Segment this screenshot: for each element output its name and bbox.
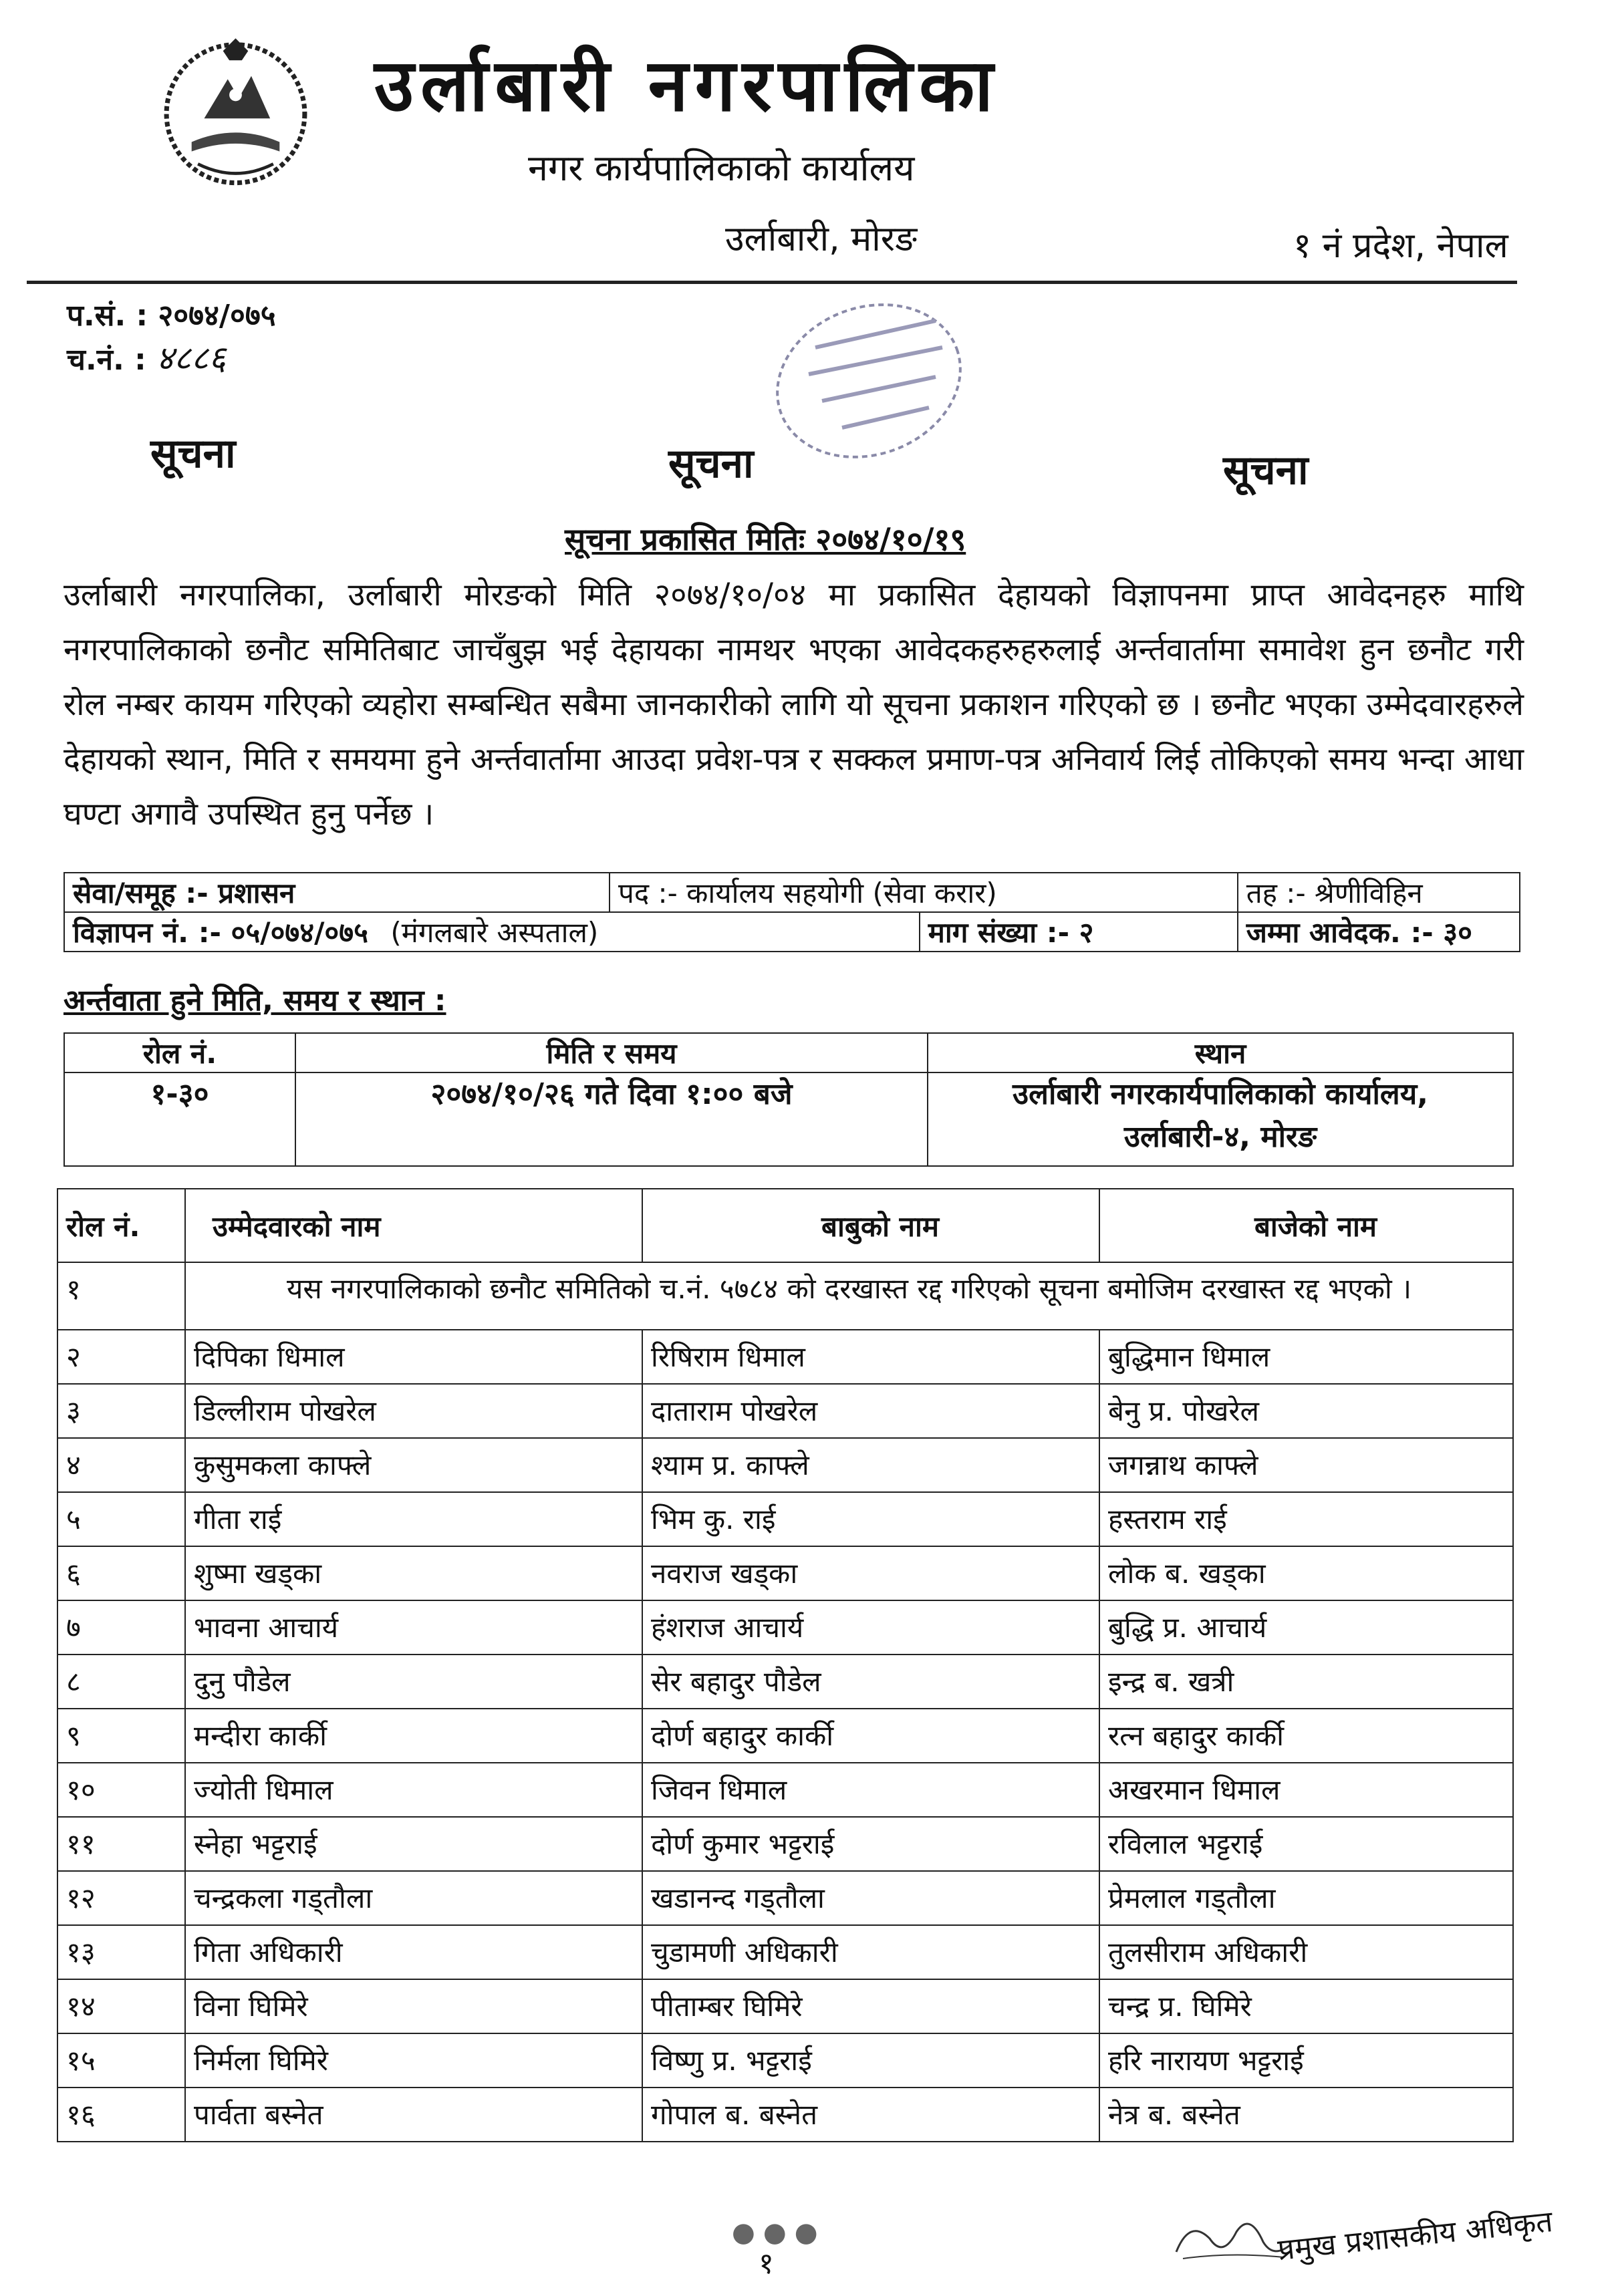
- table-row: [57, 2033, 1513, 2088]
- interview-place: उर्लाबारी नगरकार्यपालिकाको कार्यालय, उर्लाबारी-४, मोरङ: [928, 1072, 1513, 1166]
- table-row: [57, 1330, 1513, 1384]
- publication-date: सूचना प्रकासित मितिः २०७४/१०/१९: [565, 521, 966, 557]
- office-address: उर्लाबारी, मोरङ: [725, 219, 918, 259]
- table-row: [57, 1763, 1513, 1817]
- dispatch-number: ४८८६: [156, 339, 227, 378]
- roll-number: ४: [57, 1438, 185, 1492]
- father-name: जिवन धिमाल: [642, 1763, 1099, 1817]
- candidates-header-name: उम्मेदवारको नाम: [185, 1189, 642, 1262]
- candidate-name: ज्योती धिमाल: [185, 1763, 642, 1817]
- interview-table: [63, 1032, 1514, 1167]
- grandfather-name: हरि नारायण भट्टराई: [1099, 2033, 1513, 2088]
- post-level: तह :- श्रेणीविहिन: [1238, 873, 1520, 912]
- table-row: [57, 1492, 1513, 1546]
- grandfather-name: इन्द्र ब. खत्री: [1099, 1655, 1513, 1709]
- candidate-name: दिपिका धिमाल: [185, 1330, 642, 1384]
- grandfather-name: अखरमान धिमाल: [1099, 1763, 1513, 1817]
- candidate-name: शुष्मा खड्का: [185, 1546, 642, 1600]
- post-name: पद :- कार्यालय सहयोगी (सेवा करार): [610, 873, 1238, 912]
- candidate-name: निर्मला घिमिरे: [185, 2033, 642, 2088]
- table-row: [57, 1600, 1513, 1655]
- interview-section-title: अर्न्तवाता हुने मिति, समय र स्थान :: [63, 984, 446, 1018]
- table-row: [57, 1925, 1513, 1979]
- notice-heading-left: सूचना: [150, 430, 236, 477]
- father-name: श्याम प्र. काफ्ले: [642, 1438, 1099, 1492]
- grandfather-name: हस्तराम राई: [1099, 1492, 1513, 1546]
- roll-number: ११: [57, 1817, 185, 1871]
- grandfather-name: बेनु प्र. पोखरेल: [1099, 1384, 1513, 1438]
- table-row: [57, 1438, 1513, 1492]
- cancelled-note: यस नगरपालिकाको छनौट समितिको च.नं. ५७८४ को दरखास्त रद्द गरिएको सूचना बमोजिम दरखास्त रद्द भएको ।: [185, 1262, 1513, 1330]
- grandfather-name: प्रेमलाल गड्तौला: [1099, 1871, 1513, 1925]
- roll-number: १५: [57, 2033, 185, 2088]
- candidate-name: पार्वता बस्नेत: [185, 2088, 642, 2142]
- father-name: रिषिराम धिमाल: [642, 1330, 1099, 1384]
- roll-number: १०: [57, 1763, 185, 1817]
- father-name: दाताराम पोखरेल: [642, 1384, 1099, 1438]
- total-applicants: जम्मा आवेदक. :- ३०: [1238, 912, 1520, 952]
- table-row: [57, 1709, 1513, 1763]
- candidate-name: कुसुमकला काफ्ले: [185, 1438, 642, 1492]
- table-row: [57, 1384, 1513, 1438]
- grandfather-name: चन्द्र प्र. घिमिरे: [1099, 1979, 1513, 2033]
- candidate-name: विना घिमिरे: [185, 1979, 642, 2033]
- father-name: पीताम्बर घिमिरे: [642, 1979, 1099, 2033]
- table-row: [57, 1871, 1513, 1925]
- roll-number: ८: [57, 1655, 185, 1709]
- page-dots: ●●●: [732, 2217, 826, 2248]
- notice-heading-center: सूचना: [668, 440, 754, 487]
- roll-number: १२: [57, 1871, 185, 1925]
- father-name: हंशराज आचार्य: [642, 1600, 1099, 1655]
- service-group: सेवा/समूह :- प्रशासन: [64, 873, 610, 912]
- job-info-table: [63, 872, 1520, 952]
- candidates-header-grandfather: बाजेको नाम: [1099, 1189, 1513, 1262]
- grandfather-name: लोक ब. खड्का: [1099, 1546, 1513, 1600]
- municipality-emblem-logo: [157, 32, 314, 189]
- candidate-name: भावना आचार्य: [185, 1600, 642, 1655]
- candidates-header-roll: रोल नं.: [57, 1189, 185, 1262]
- interview-roll-range: १-३०: [64, 1072, 295, 1166]
- notice-body: उर्लाबारी नगरपालिका, उर्लाबारी मोरङको मिति २०७४/१०/०४ मा प्रकासित देहायको विज्ञापनमा प्राप्त आवेदनहरु माथि नगरपालिकाको छनौट समितिबाट जाचँबुझ भई देहायका नामथर भएका आवेदकहरुहरुलाई अर्न्तवार्तामा समावेश हुन छनौट गरी रोल नम्बर कायम गरिएको व्यहोरा सम्बन्धित सबैमा जानकारीको लागि यो सूचना प्रकाशन गरिएको छ । छनौट भएका उम्मेदवारहरुले देहायको स्थान, मिति र समयमा हुने अर्न्तवार्तामा आउदा प्रवेश-पत्र र सक्कल प्रमाण-पत्र अनिवार्य लिई तोकिएको समय भन्दा आधा घण्टा अगावै उपस्थित हुनु पर्नेछ ।: [63, 577, 1524, 833]
- grandfather-name: बुद्धि प्र. आचार्य: [1099, 1600, 1513, 1655]
- roll-number: १४: [57, 1979, 185, 2033]
- roll-number: ५: [57, 1492, 185, 1546]
- grandfather-name: बुद्धिमान धिमाल: [1099, 1330, 1513, 1384]
- grandfather-name: तुलसीराम अधिकारी: [1099, 1925, 1513, 1979]
- grandfather-name: जगन्नाथ काफ्ले: [1099, 1438, 1513, 1492]
- notice-heading-right: सूचना: [1223, 447, 1309, 494]
- roll-number: ६: [57, 1546, 185, 1600]
- office-subtitle: नगर कार्यपालिकाको कार्यालय: [528, 147, 915, 189]
- father-name: खडानन्द गड्तौला: [642, 1871, 1099, 1925]
- father-name: दोर्ण बहादुर कार्की: [642, 1709, 1099, 1763]
- table-row: [57, 1655, 1513, 1709]
- table-row: [57, 1546, 1513, 1600]
- table-row: [57, 1979, 1513, 2033]
- father-name: सेर बहादुर पौडेल: [642, 1655, 1099, 1709]
- roll-number: १: [57, 1262, 185, 1330]
- grandfather-name: नेत्र ब. बस्नेत: [1099, 2088, 1513, 2142]
- candidates-header-father: बाबुको नाम: [642, 1189, 1099, 1262]
- roll-number: १६: [57, 2088, 185, 2142]
- advertisement-number: विज्ञापन नं. :- ०५/०७४/०७५ (मंगलबारे अस्पताल): [64, 912, 920, 952]
- dispatch-reference: [67, 334, 226, 380]
- fiscal-year-reference: प.सं. : २०७४/०७५: [67, 299, 276, 333]
- candidate-name: दुनु पौडेल: [185, 1655, 642, 1709]
- candidate-name: गिता अधिकारी: [185, 1925, 642, 1979]
- grandfather-name: रत्न बहादुर कार्की: [1099, 1709, 1513, 1763]
- candidate-name: डिल्लीराम पोखरेल: [185, 1384, 642, 1438]
- candidate-name: स्नेहा भट्टराई: [185, 1817, 642, 1871]
- interview-header-place: स्थान: [928, 1033, 1513, 1072]
- grandfather-name: रविलाल भट्टराई: [1099, 1817, 1513, 1871]
- table-row: [57, 2088, 1513, 2142]
- candidate-name: मन्दीरा कार्की: [185, 1709, 642, 1763]
- office-stamp-icon: [762, 294, 976, 468]
- province-address: १ नं प्रदेश, नेपाल: [1293, 226, 1508, 266]
- father-name: विष्णु प्र. भट्टराई: [642, 2033, 1099, 2088]
- candidate-name: गीता राई: [185, 1492, 642, 1546]
- candidate-name: चन्द्रकला गड्तौला: [185, 1871, 642, 1925]
- father-name: चुडामणी अधिकारी: [642, 1925, 1099, 1979]
- dispatch-label: च.नं. :: [67, 343, 146, 377]
- father-name: भिम कु. राई: [642, 1492, 1099, 1546]
- roll-number: ९: [57, 1709, 185, 1763]
- demand-count: माग संख्या :- २: [920, 912, 1238, 952]
- father-name: दोर्ण कुमार भट्टराई: [642, 1817, 1099, 1871]
- page-number: १: [759, 2247, 774, 2281]
- father-name: गोपाल ब. बस्नेत: [642, 2088, 1099, 2142]
- roll-number: २: [57, 1330, 185, 1384]
- municipality-title: उर्लाबारी नगरपालिका: [374, 44, 1000, 128]
- table-row: [57, 1817, 1513, 1871]
- roll-number: ७: [57, 1600, 185, 1655]
- interview-datetime: २०७४/१०/२६ गते दिवा १:०० बजे: [295, 1072, 928, 1166]
- header-divider: [27, 281, 1517, 284]
- interview-header-datetime: मिति र समय: [295, 1033, 928, 1072]
- father-name: नवराज खड्का: [642, 1546, 1099, 1600]
- signer-designation: प्रमुख प्रशासकीय अधिकृत: [1276, 2204, 1555, 2268]
- interview-header-roll: रोल नं.: [64, 1033, 295, 1072]
- advertisement-note: (मंगलबारे अस्पताल): [390, 916, 599, 949]
- roll-number: ३: [57, 1384, 185, 1438]
- roll-number: १३: [57, 1925, 185, 1979]
- table-row: [57, 1262, 1513, 1330]
- candidates-table: [57, 1188, 1514, 2142]
